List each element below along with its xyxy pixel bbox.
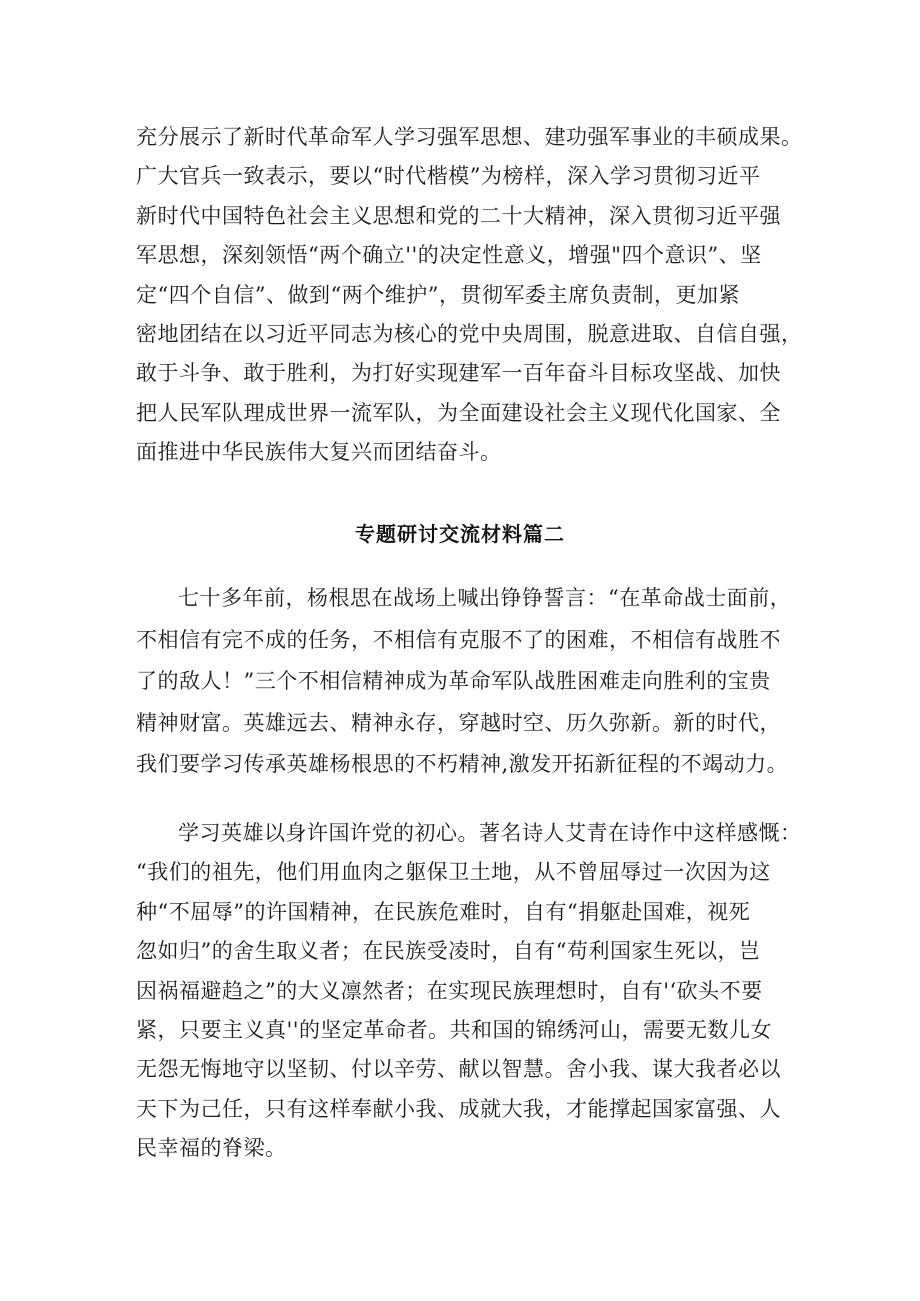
text-line: 不相信有完不成的任务，不相信有克服不了的困难，不相信有战胜不 [136,627,781,652]
text-line: 种“不屈辱”的许国精神，在民族危难时，自有“捐躯赴国难，视死 [136,899,751,924]
paragraph-1 [136,118,803,473]
paragraph-2 [136,578,796,786]
text-line: 精神财富。英雄远去、精神永存，穿越时空、历久弥新。新的时代， [136,710,781,735]
text-line: 了的敌人！”三个不相信精神成为革命军队战胜困难走向胜利的宝贵 [136,669,771,693]
text-line: 忽如归”的舍生取义者；在民族受凌时，自有“苟利国家生死以，岂 [136,939,761,964]
text-line: 定“四个自信”、做到“两个维护”，贯彻军委主席负责制，更加紧 [136,282,740,307]
text-line: 充分展示了新时代革命军人学习强军思想、建功强军事业的丰硕成果。 [136,125,803,149]
text-line: 新时代中国特色社会主义思想和党的二十大精神，深入贯彻习近平强 [136,203,781,228]
text-line: 敢于斗争、敢于胜利，为打好实现建军一百年奋斗目标攻坚战、加快 [136,361,781,386]
text-line: 紧，只要主义真''的坚定革命者。共和国的锦绣河山，需要无数儿女 [136,1018,773,1043]
text-line: 七十多年前，杨根思在战场上喊出铮铮誓言：“在革命战士面前， [178,586,792,610]
text-line: 军思想，深刻领悟“两个确立''的决定性意义，增强"四个意识”、坚 [136,243,762,268]
text-line: 无怨无悔地守以坚韧、付以辛劳、献以智慧。舍小我、谋大我者必以 [136,1057,781,1082]
paragraph-3 [136,814,802,1169]
text-line: 天下为己任，只有这样奉献小我、成就大我，才能撑起国家富强、人 [136,1096,781,1121]
text-line: 广大官兵一致表示，要以“时代楷模”为榜样，深入学习贯彻习近平 [136,164,761,189]
text-line: 密地团结在以习近平同志为核心的党中央周围，脱意进取、自信自强， [136,322,803,347]
text-line: 民幸福的脊梁。 [136,1136,287,1161]
text-line: 学习英雄以身许国许党的初心。著名诗人艾青在诗作中这样感慨： [178,821,802,845]
text-line: 我们要学习传承英雄杨根思的不朽精神,激发开拓新征程的不竭动力。 [136,752,789,776]
text-line: 面推进中华民族伟大复兴而团结奋斗。 [136,440,502,465]
section-heading: 专题研讨交流材料篇二 [355,522,565,546]
text-line: “我们的祖先，他们用血肉之躯保卫土地，从不曾屈辱过一次因为这 [136,860,771,885]
text-line: 把人民军队理成世界一流军队，为全面建设社会主义现代化国家、全 [136,400,781,425]
text-line: 因祸福避趋之”的大义凛然者；在实现民族理想时，自有'‘砍头不要 [136,978,763,1003]
